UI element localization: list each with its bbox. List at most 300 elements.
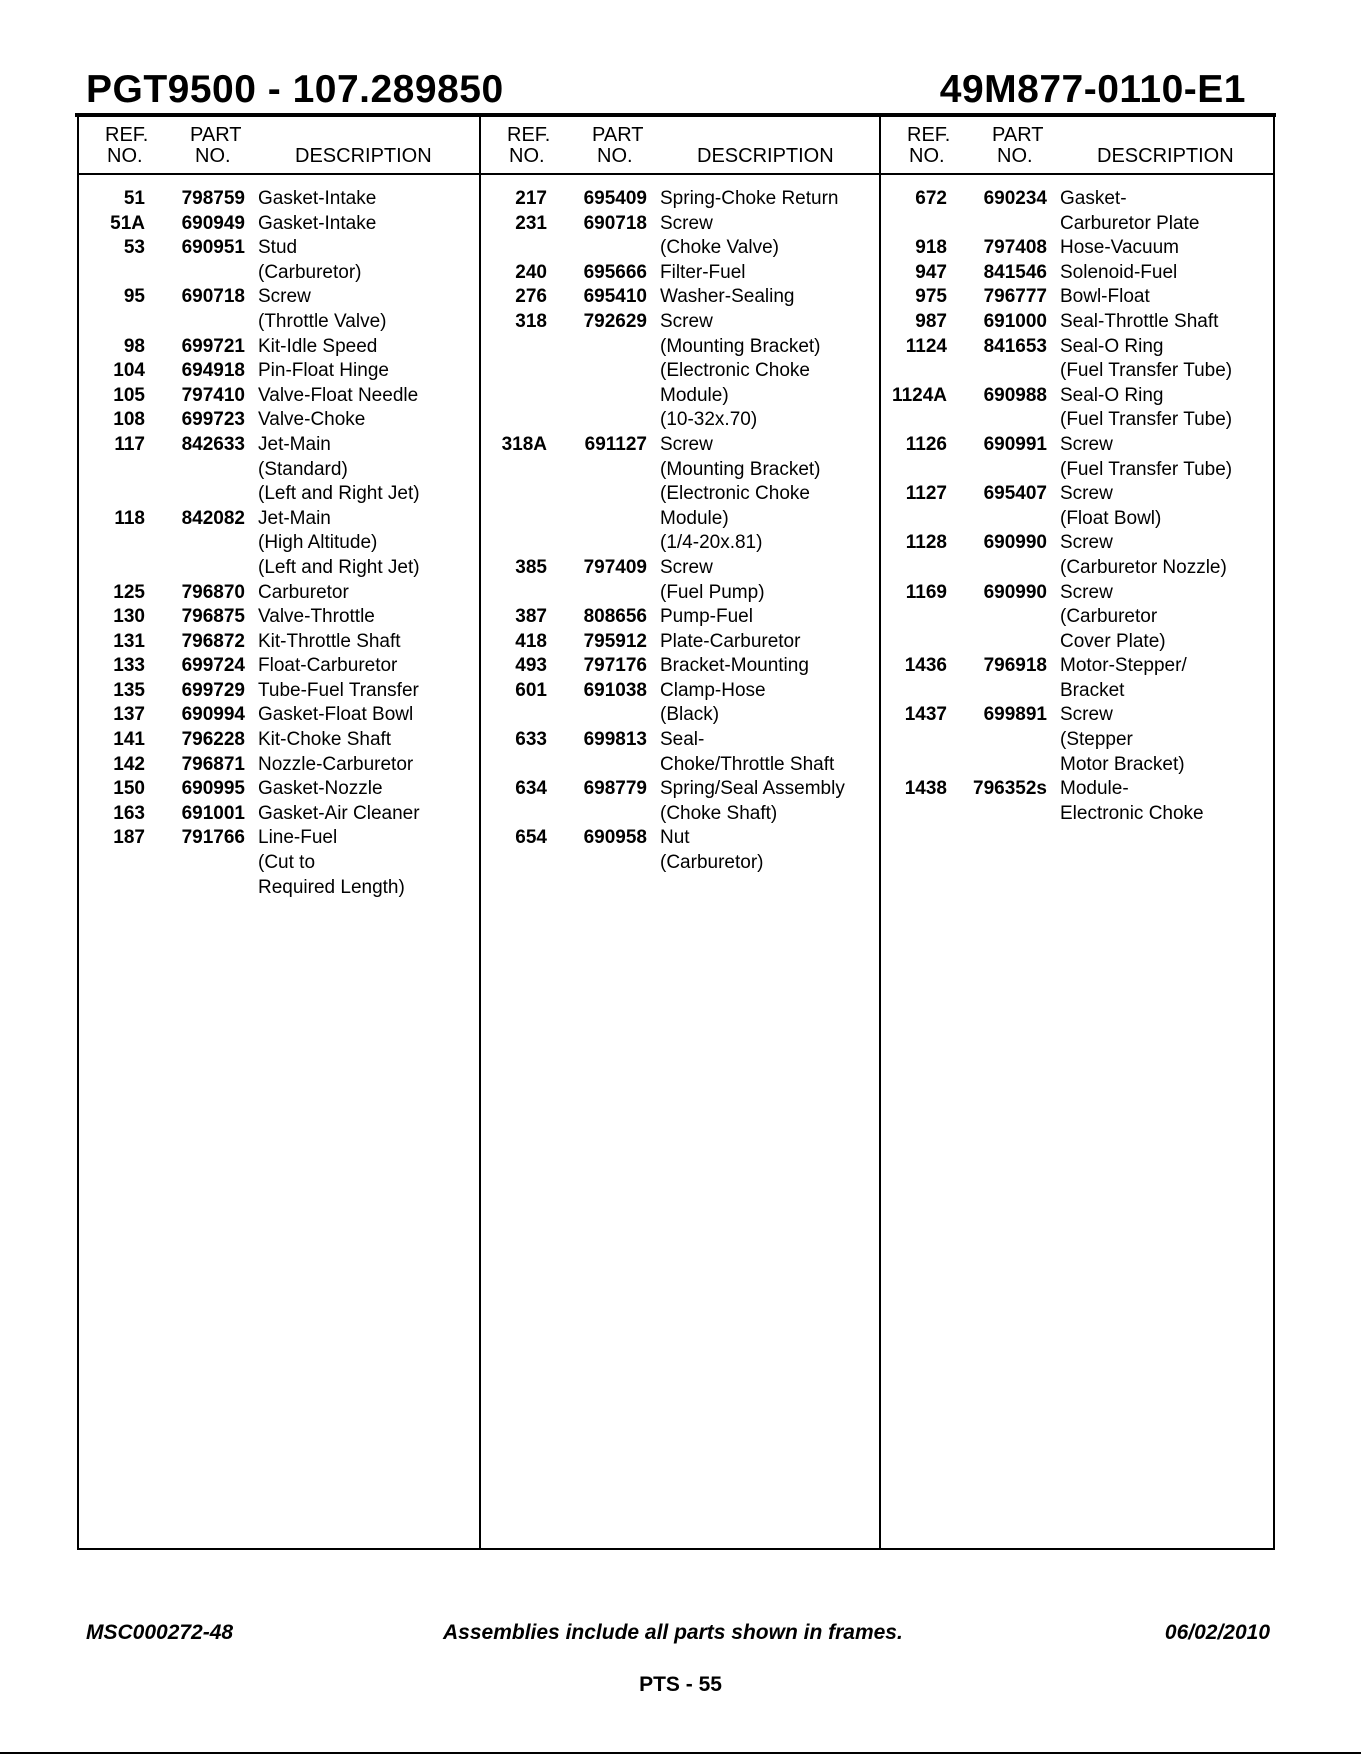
table-row — [79, 728, 479, 753]
description-header: DESCRIPTION — [1097, 145, 1234, 167]
part-number: 797176 — [583, 655, 647, 677]
ref-number: 1436 — [904, 655, 947, 677]
description-line: Gasket-Nozzle — [258, 778, 383, 800]
parts-rows — [481, 175, 879, 876]
description-line: Solenoid-Fuel — [1060, 261, 1178, 283]
ref-number: 51 — [123, 188, 145, 209]
part-description — [1047, 310, 1275, 335]
description-line: Screw — [660, 212, 713, 234]
part-description — [1047, 335, 1275, 384]
description-line: Screw — [660, 556, 713, 578]
description-line: (Carburetor Nozzle) — [1060, 556, 1227, 578]
part-number: 690951 — [181, 237, 245, 259]
parts-rows — [881, 175, 1275, 826]
ref-number: 975 — [915, 286, 947, 308]
ref-number: 217 — [515, 188, 547, 209]
table-row — [881, 285, 1275, 310]
part-description — [647, 285, 879, 310]
description-line: Bowl-Float — [1060, 286, 1150, 308]
description-line: (Carburetor) — [258, 261, 362, 283]
part-description — [245, 187, 479, 212]
part-number: 690958 — [583, 827, 647, 849]
part-number: 796352s — [973, 778, 1047, 800]
table-row — [481, 285, 879, 310]
description-line: Seal-O Ring — [1060, 384, 1164, 406]
ref-number: 141 — [113, 729, 145, 751]
part-description — [245, 359, 479, 384]
part-number: 699813 — [583, 729, 647, 751]
part-description — [245, 507, 479, 581]
model-title: PGT9500 - 107.289850 — [86, 68, 504, 111]
ref-number: 1128 — [905, 532, 947, 554]
table-row — [881, 482, 1275, 531]
part-description — [1047, 187, 1275, 236]
table-row — [481, 310, 879, 433]
part-description — [647, 261, 879, 286]
part-number: 698779 — [583, 778, 647, 800]
part-description — [245, 654, 479, 679]
document-id: MSC000272-48 — [86, 1621, 234, 1644]
ref-header-line2: NO. — [909, 145, 945, 167]
description-line: Gasket-Air Cleaner — [258, 802, 420, 824]
part-description — [1047, 236, 1275, 261]
ref-number: 131 — [113, 630, 145, 652]
description-line: (Electronic Choke — [660, 483, 810, 505]
table-row — [79, 236, 479, 285]
ref-number: 1127 — [905, 483, 947, 505]
ref-number: 1438 — [904, 778, 947, 800]
table-row — [881, 703, 1275, 777]
table-row — [881, 777, 1275, 826]
description-line: Motor-Stepper/ — [1060, 655, 1187, 677]
part-description — [647, 679, 879, 728]
part-description — [647, 212, 879, 261]
part-description — [245, 630, 479, 655]
description-line: Bracket — [1060, 679, 1125, 701]
part-description — [1047, 703, 1275, 777]
parts-column-1 — [79, 117, 479, 1548]
bottom-rule — [0, 1752, 1361, 1754]
table-row — [481, 826, 879, 875]
part-description — [245, 703, 479, 728]
part-description — [1047, 261, 1275, 286]
description-line: Kit-Idle Speed — [258, 335, 378, 357]
description-line: Module) — [660, 507, 729, 529]
description-line: Plate-Carburetor — [660, 630, 801, 652]
part-description — [647, 630, 879, 655]
page-number: PTS - 55 — [639, 1673, 722, 1696]
part-number: 690995 — [181, 778, 245, 800]
description-line: Cover Plate) — [1060, 630, 1166, 652]
part-description — [1047, 777, 1275, 826]
part-number: 796228 — [181, 729, 245, 751]
description-line: Gasket-Intake — [258, 212, 377, 234]
ref-number: 987 — [915, 310, 947, 332]
ref-number: 104 — [113, 360, 145, 382]
description-line: Bracket-Mounting — [660, 655, 809, 677]
part-number: 791766 — [181, 827, 245, 849]
table-row — [79, 212, 479, 237]
table-row — [881, 261, 1275, 286]
part-number: 690990 — [983, 581, 1047, 603]
part-description — [1047, 285, 1275, 310]
part-number: 795912 — [583, 630, 647, 652]
description-line: Screw — [1060, 483, 1113, 505]
description-line: Pump-Fuel — [660, 606, 753, 628]
ref-header-line2: NO. — [107, 145, 143, 167]
ref-number: 95 — [123, 286, 145, 308]
part-description — [245, 236, 479, 285]
description-line: Gasket-Intake — [258, 188, 377, 209]
document-date: 06/02/2010 — [1164, 1621, 1270, 1644]
ref-number: 601 — [515, 679, 547, 701]
part-description — [245, 408, 479, 433]
description-line: Gasket-Float Bowl — [258, 704, 414, 726]
table-row — [79, 335, 479, 360]
table-row — [79, 359, 479, 384]
ref-number: 633 — [515, 729, 547, 751]
table-row — [79, 384, 479, 409]
description-line: Hose-Vacuum — [1060, 237, 1179, 259]
ref-number: 137 — [113, 704, 145, 726]
part-description — [1047, 531, 1275, 580]
part-description — [245, 753, 479, 778]
parts-column-3 — [879, 117, 1275, 1548]
part-number: 690234 — [983, 188, 1047, 209]
table-row — [79, 777, 479, 802]
part-number: 842633 — [181, 433, 245, 455]
description-line: Screw — [1060, 532, 1113, 554]
part-description — [245, 384, 479, 409]
part-description — [245, 433, 479, 507]
table-row — [79, 507, 479, 581]
table-row — [79, 187, 479, 212]
ref-number: 130 — [113, 606, 145, 628]
table-row — [481, 261, 879, 286]
ref-number: 1124 — [905, 335, 947, 357]
description-line: Valve-Choke — [258, 409, 366, 431]
description-line: Pin-Float Hinge — [258, 360, 389, 382]
part-number: 699729 — [181, 679, 245, 701]
ref-header-line2: NO. — [509, 145, 545, 167]
part-description — [245, 802, 479, 827]
description-line: (Mounting Bracket) — [660, 458, 821, 480]
ref-number: 276 — [515, 286, 547, 308]
part-description — [245, 605, 479, 630]
diagram-code: 49M877-0110-E1 — [939, 68, 1246, 111]
description-line: Stud — [258, 237, 298, 259]
part-number: 796875 — [181, 606, 245, 628]
table-row — [79, 826, 479, 900]
part-number: 690994 — [181, 704, 245, 726]
part-number: 695666 — [583, 261, 647, 283]
part-number: 690990 — [983, 532, 1047, 554]
part-number: 808656 — [583, 606, 647, 628]
description-line: Nozzle-Carburetor — [258, 753, 414, 775]
description-line: (Fuel Transfer Tube) — [1060, 458, 1233, 480]
ref-number: 918 — [915, 237, 947, 259]
description-line: Valve-Throttle — [258, 606, 375, 628]
part-description — [647, 654, 879, 679]
parts-rows — [79, 175, 479, 900]
ref-number: 318A — [501, 433, 547, 455]
description-line: Line-Fuel — [258, 827, 338, 849]
assembly-note: Assemblies include all parts shown in frames. — [443, 1621, 903, 1644]
table-row — [481, 187, 879, 212]
table-row — [79, 285, 479, 334]
part-description — [245, 335, 479, 360]
description-line: (Fuel Transfer Tube) — [1060, 409, 1233, 431]
part-description — [1047, 433, 1275, 482]
ref-number: 163 — [113, 802, 145, 824]
table-row — [481, 605, 879, 630]
ref-number: 672 — [915, 188, 947, 209]
ref-number: 1124A — [892, 384, 947, 406]
ref-header-line1: REF. — [907, 124, 951, 146]
description-line: Gasket- — [1060, 188, 1127, 209]
part-description — [1047, 654, 1275, 703]
table-row — [79, 630, 479, 655]
table-row — [881, 236, 1275, 261]
part-header-line1: PART — [992, 124, 1044, 146]
ref-number: 187 — [113, 827, 145, 849]
ref-number: 135 — [113, 679, 145, 701]
description-line: Screw — [258, 286, 311, 308]
part-description — [647, 826, 879, 875]
description-line: Carburetor Plate — [1060, 212, 1200, 234]
part-description — [1047, 581, 1275, 655]
table-row — [481, 654, 879, 679]
description-line: Valve-Float Needle — [258, 384, 419, 406]
ref-number: 150 — [113, 778, 145, 800]
part-number: 796872 — [181, 630, 245, 652]
table-row — [79, 802, 479, 827]
description-line: Required Length) — [258, 876, 405, 898]
description-line: (Standard) — [258, 458, 348, 480]
description-line: (Carburetor) — [660, 852, 764, 874]
part-number: 690988 — [983, 384, 1047, 406]
description-line: (Electronic Choke — [660, 360, 810, 382]
ref-number: 117 — [114, 433, 145, 455]
table-row — [79, 703, 479, 728]
description-line: Screw — [660, 433, 713, 455]
description-line: Jet-Main — [258, 433, 331, 455]
part-number: 694918 — [181, 360, 245, 382]
ref-header-line1: REF. — [507, 124, 551, 146]
description-line: Screw — [1060, 581, 1113, 603]
description-line: Tube-Fuel Transfer — [258, 679, 419, 701]
ref-number: 418 — [515, 630, 547, 652]
part-number: 796871 — [181, 753, 245, 775]
ref-number: 493 — [515, 655, 547, 677]
part-header-line2: NO. — [597, 145, 633, 167]
table-row — [881, 310, 1275, 335]
description-line: (Mounting Bracket) — [660, 335, 821, 357]
ref-number: 1126 — [905, 433, 947, 455]
table-row — [79, 433, 479, 507]
description-line: (Left and Right Jet) — [258, 483, 420, 505]
table-row — [881, 335, 1275, 384]
description-line: Module- — [1060, 778, 1129, 800]
ref-number: 142 — [113, 753, 145, 775]
part-number: 841546 — [983, 261, 1047, 283]
ref-number: 133 — [113, 655, 145, 677]
part-number: 695409 — [583, 188, 647, 209]
description-line: Washer-Sealing — [660, 286, 795, 308]
part-number: 797410 — [181, 384, 245, 406]
ref-number: 654 — [515, 827, 547, 849]
table-row — [481, 679, 879, 728]
description-header: DESCRIPTION — [697, 145, 834, 167]
description-line: Carburetor — [258, 581, 349, 603]
part-number: 796918 — [983, 655, 1047, 677]
part-number: 691038 — [583, 679, 647, 701]
description-line: Clamp-Hose — [660, 679, 766, 701]
description-line: (1/4-20x.81) — [660, 532, 763, 554]
ref-number: 51A — [110, 212, 145, 234]
ref-number: 98 — [123, 335, 145, 357]
description-line: Kit-Throttle Shaft — [258, 630, 401, 652]
part-description — [245, 728, 479, 753]
ref-number: 1437 — [904, 704, 947, 726]
table-row — [881, 531, 1275, 580]
part-header-line2: NO. — [195, 145, 231, 167]
description-line: (High Altitude) — [258, 532, 378, 554]
description-line: (Black) — [660, 704, 720, 726]
table-row — [79, 605, 479, 630]
ref-number: 125 — [113, 581, 145, 603]
part-number: 699723 — [181, 409, 245, 431]
part-description — [245, 679, 479, 704]
table-row — [79, 581, 479, 606]
description-line: (Cut to — [258, 852, 316, 874]
part-number: 699891 — [983, 704, 1047, 726]
description-line: Nut — [660, 827, 690, 849]
description-line: Jet-Main — [258, 507, 331, 529]
part-number: 695407 — [983, 483, 1047, 505]
description-line: (Throttle Valve) — [258, 310, 387, 332]
description-line: Seal- — [660, 729, 705, 751]
description-line: Kit-Choke Shaft — [258, 729, 392, 751]
table-row — [881, 187, 1275, 236]
description-line: Spring-Choke Return — [660, 188, 839, 209]
description-line: Seal-O Ring — [1060, 335, 1164, 357]
ref-number: 947 — [915, 261, 947, 283]
table-row — [481, 630, 879, 655]
part-number: 691127 — [584, 433, 647, 455]
table-row — [881, 654, 1275, 703]
description-line: Screw — [1060, 433, 1113, 455]
table-row — [481, 556, 879, 605]
description-line: Screw — [660, 310, 713, 332]
table-row — [79, 654, 479, 679]
part-description — [245, 826, 479, 900]
ref-number: 318 — [515, 310, 547, 332]
part-number: 796777 — [983, 286, 1047, 308]
part-description — [647, 310, 879, 433]
part-description — [647, 187, 879, 212]
part-header-line1: PART — [190, 124, 242, 146]
description-line: Filter-Fuel — [660, 261, 746, 283]
part-number: 691001 — [181, 802, 245, 824]
part-number: 690718 — [583, 212, 647, 234]
description-line: (Fuel Transfer Tube) — [1060, 360, 1233, 382]
part-number: 842082 — [181, 507, 245, 529]
table-row — [79, 408, 479, 433]
part-number: 798759 — [181, 188, 245, 209]
part-number: 690991 — [983, 433, 1047, 455]
ref-number: 105 — [113, 384, 145, 406]
table-row — [881, 433, 1275, 482]
column-header — [79, 117, 479, 175]
description-line: Seal-Throttle Shaft — [1060, 310, 1219, 332]
part-number: 690949 — [181, 212, 245, 234]
part-number: 699721 — [181, 335, 245, 357]
description-line: Choke/Throttle Shaft — [660, 753, 835, 775]
description-header: DESCRIPTION — [295, 145, 432, 167]
description-line: Screw — [1060, 704, 1113, 726]
part-number: 699724 — [181, 655, 245, 677]
description-line: Float-Carburetor — [258, 655, 398, 677]
part-number: 797408 — [983, 237, 1047, 259]
part-description — [245, 581, 479, 606]
ref-number: 240 — [515, 261, 547, 283]
part-number: 690718 — [181, 286, 245, 308]
part-number: 695410 — [583, 286, 647, 308]
ref-number: 1169 — [905, 581, 947, 603]
part-description — [647, 556, 879, 605]
part-number: 796870 — [181, 581, 245, 603]
part-description — [1047, 384, 1275, 433]
ref-number: 231 — [515, 212, 547, 234]
column-header — [481, 117, 879, 175]
ref-number: 108 — [113, 409, 145, 431]
table-row — [881, 384, 1275, 433]
part-description — [647, 605, 879, 630]
description-line: (Choke Shaft) — [660, 802, 778, 824]
ref-number: 53 — [123, 237, 145, 259]
table-row — [881, 581, 1275, 655]
ref-number: 385 — [515, 556, 547, 578]
description-line: Module) — [660, 384, 729, 406]
part-number: 797409 — [583, 556, 647, 578]
description-line: Motor Bracket) — [1060, 753, 1185, 775]
parts-table — [77, 117, 1275, 1550]
description-line: Spring/Seal Assembly — [660, 778, 845, 800]
description-line: (Carburetor — [1060, 606, 1158, 628]
parts-column-2 — [479, 117, 879, 1548]
table-row — [79, 679, 479, 704]
description-line: Electronic Choke — [1060, 802, 1204, 824]
description-line: (Choke Valve) — [660, 237, 779, 259]
part-header-line1: PART — [592, 124, 644, 146]
part-number: 792629 — [583, 310, 647, 332]
ref-number: 118 — [114, 507, 145, 529]
part-description — [1047, 482, 1275, 531]
description-line: (Fuel Pump) — [660, 581, 765, 603]
table-row — [481, 212, 879, 261]
part-header-line2: NO. — [997, 145, 1033, 167]
ref-number: 634 — [515, 778, 547, 800]
table-row — [481, 728, 879, 777]
table-row — [481, 433, 879, 556]
description-line: (Stepper — [1060, 729, 1133, 751]
part-description — [245, 212, 479, 237]
column-header — [881, 117, 1275, 175]
description-line: (Left and Right Jet) — [258, 556, 420, 578]
part-number: 691000 — [983, 310, 1047, 332]
part-description — [647, 728, 879, 777]
